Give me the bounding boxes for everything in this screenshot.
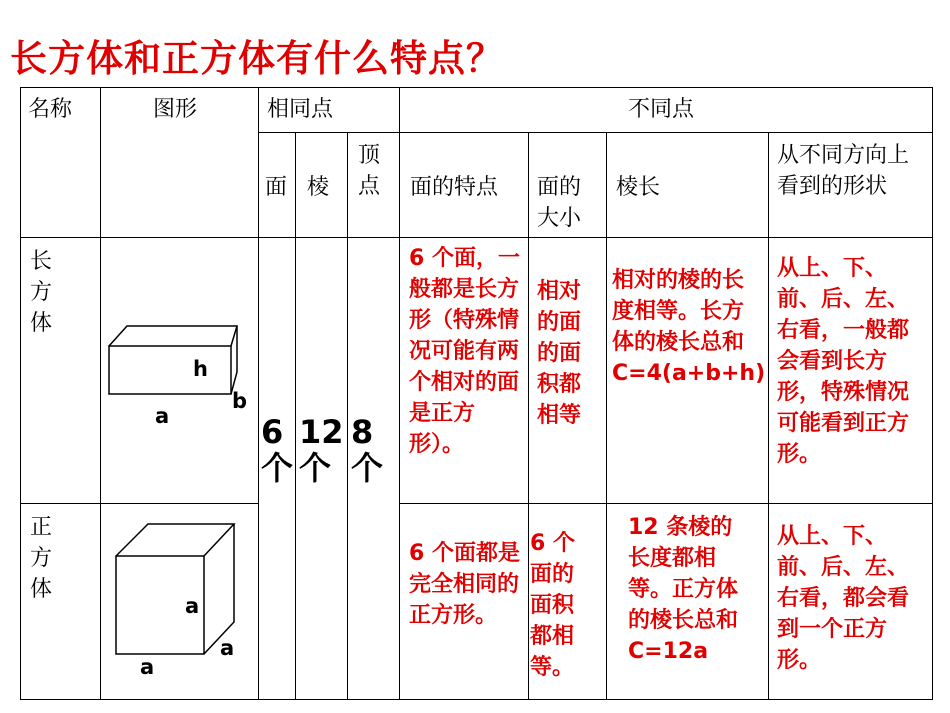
common-faces: 6个	[261, 413, 294, 487]
header-figure: 图形	[153, 97, 198, 122]
cuboid-edge-length: 相对的棱的长度相等。长方体的棱长总和C=4(a+b+h)	[612, 268, 766, 386]
header-vertex: 顶点	[358, 143, 381, 199]
cube-views: 从上、下、前、后、左、右看，都会看到一个正方形。	[777, 524, 910, 673]
common-vertices: 8个	[351, 413, 384, 487]
cuboid-face-feature: 6 个面，一般都是长方形（特殊情况可能有两个相对的面是正方形）。	[409, 246, 520, 457]
cuboid-figure	[105, 324, 245, 404]
page-title: 长方体和正方体有什么特点？	[10, 37, 504, 80]
cube-name: 正方体	[30, 515, 53, 602]
header-diff: 不同点	[628, 97, 695, 122]
cube-edge-length: 12 条棱的长度都相等。正方体的棱长总和C=12a	[628, 515, 739, 664]
cube-label-a-front: a	[185, 594, 200, 618]
header-views: 从不同方向上看到的形状	[777, 143, 910, 199]
cube-face-feature: 6 个面都是完全相同的正方形。	[409, 541, 520, 628]
header-edge: 棱	[307, 175, 330, 200]
cube-label-a-side: a	[220, 636, 235, 660]
cuboid-label-h: h	[193, 357, 208, 381]
cuboid-views: 从上、下、前、后、左、右看，一般都会看到长方形，特殊情况可能看到正方形。	[777, 256, 910, 467]
cube-label-a-bottom: a	[140, 655, 155, 679]
common-edges: 12个	[299, 413, 344, 487]
cuboid-name: 长方体	[30, 249, 53, 336]
header-same: 相同点	[267, 97, 334, 122]
header-face-size: 面的大小	[537, 175, 582, 231]
header-edge-length: 棱长	[616, 175, 661, 200]
cuboid-label-a: a	[155, 404, 170, 428]
header-face: 面	[265, 175, 288, 200]
cube-figure	[112, 522, 237, 662]
header-face-feature: 面的特点	[410, 175, 499, 200]
cuboid-face-size: 相对的面的面积都相等	[537, 279, 582, 428]
cuboid-label-b: b	[232, 389, 248, 413]
header-name: 名称	[28, 97, 73, 122]
cube-face-size: 6 个面的面积都相等。	[530, 531, 575, 680]
